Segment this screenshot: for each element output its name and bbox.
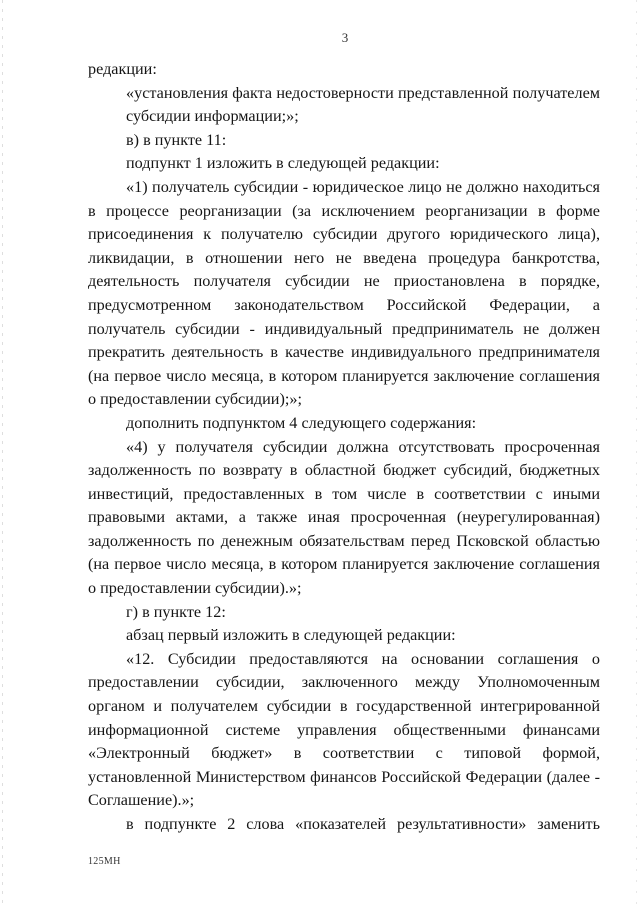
document-footer-code: 125МН bbox=[88, 856, 121, 867]
text-line: в подпункте 2 слова «показателей результативности» заменить bbox=[126, 815, 600, 833]
text-line: присоединения к получателю субсидии другого юридического лица), bbox=[88, 225, 600, 244]
text-line: «установления факта недостоверности представленной получателем bbox=[126, 83, 600, 102]
text-line: подпункт 1 изложить в следующей редакции: bbox=[126, 154, 440, 173]
text-line: правовыми актами, а также иная просроченная (неурегулированная) bbox=[88, 508, 600, 527]
text-line: получатель субсидии - индивидуальный предприниматель не должен bbox=[88, 319, 600, 338]
scan-edge-right bbox=[636, 0, 637, 905]
text-line: «4) у получателя субсидии должна отсутствовать просроченная bbox=[126, 437, 600, 456]
scan-edge-left bbox=[2, 0, 3, 905]
text-line: «1) получатель субсидии - юридическое лицо не должно находиться bbox=[126, 177, 600, 196]
text-line: (на первое число месяца, в котором планируется заключение соглашения bbox=[88, 366, 600, 385]
text-line: абзац первый изложить в следующей редакции: bbox=[126, 626, 456, 645]
document-body bbox=[88, 58, 600, 837]
text-line: задолженность по возврату в областной бюджет субсидий, бюджетных bbox=[88, 461, 600, 480]
text-line: редакции: bbox=[88, 60, 157, 78]
text-line: г) в пункте 12: bbox=[126, 602, 226, 621]
page-number: 3 bbox=[341, 30, 349, 45]
text-line: субсидии информации;»; bbox=[126, 107, 299, 126]
text-line: прекратить деятельность в качестве индивидуального предпринимателя bbox=[88, 343, 600, 362]
text-line: предусмотренном законодательством Российской Федерации, а bbox=[88, 295, 600, 314]
text-line: дополнить подпунктом 4 следующего содержания: bbox=[126, 413, 477, 432]
text-line: (на первое число месяца, в котором планируется заключение соглашения bbox=[88, 555, 600, 574]
text-line: органом и получателем субсидии в государственной интегрированной bbox=[88, 697, 600, 716]
text-line: задолженность по денежным обязательствам перед Псковской областью bbox=[88, 531, 600, 550]
text-line: в) в пункте 11: bbox=[126, 130, 227, 149]
text-line: ликвидации, в отношении него не введена процедура банкротства, bbox=[88, 248, 600, 267]
text-line: о предоставлении субсидии).»; bbox=[88, 579, 302, 598]
text-line: «Электронный бюджет» в соответствии с типовой формой, bbox=[88, 744, 600, 763]
text-line: информационной системе управления общественными финансами bbox=[88, 720, 600, 739]
text-line: инвестиций, предоставленных в том числе в соответствии с иными bbox=[88, 484, 600, 503]
text-line: установленной Министерством финансов Российской Федерации (далее - bbox=[88, 767, 600, 786]
text-line: Соглашение).»; bbox=[88, 791, 195, 810]
text-line: в процессе реорганизации (за исключением реорганизации в форме bbox=[88, 201, 600, 220]
text-line: «12. Субсидии предоставляются на основании соглашения о bbox=[126, 649, 600, 668]
text-line: предоставлении субсидии, заключенного между Уполномоченным bbox=[88, 673, 600, 692]
text-line: о предоставлении субсидии);»; bbox=[88, 390, 302, 409]
text-line: деятельность получателя субсидии не приостановлена в порядке, bbox=[88, 272, 600, 291]
